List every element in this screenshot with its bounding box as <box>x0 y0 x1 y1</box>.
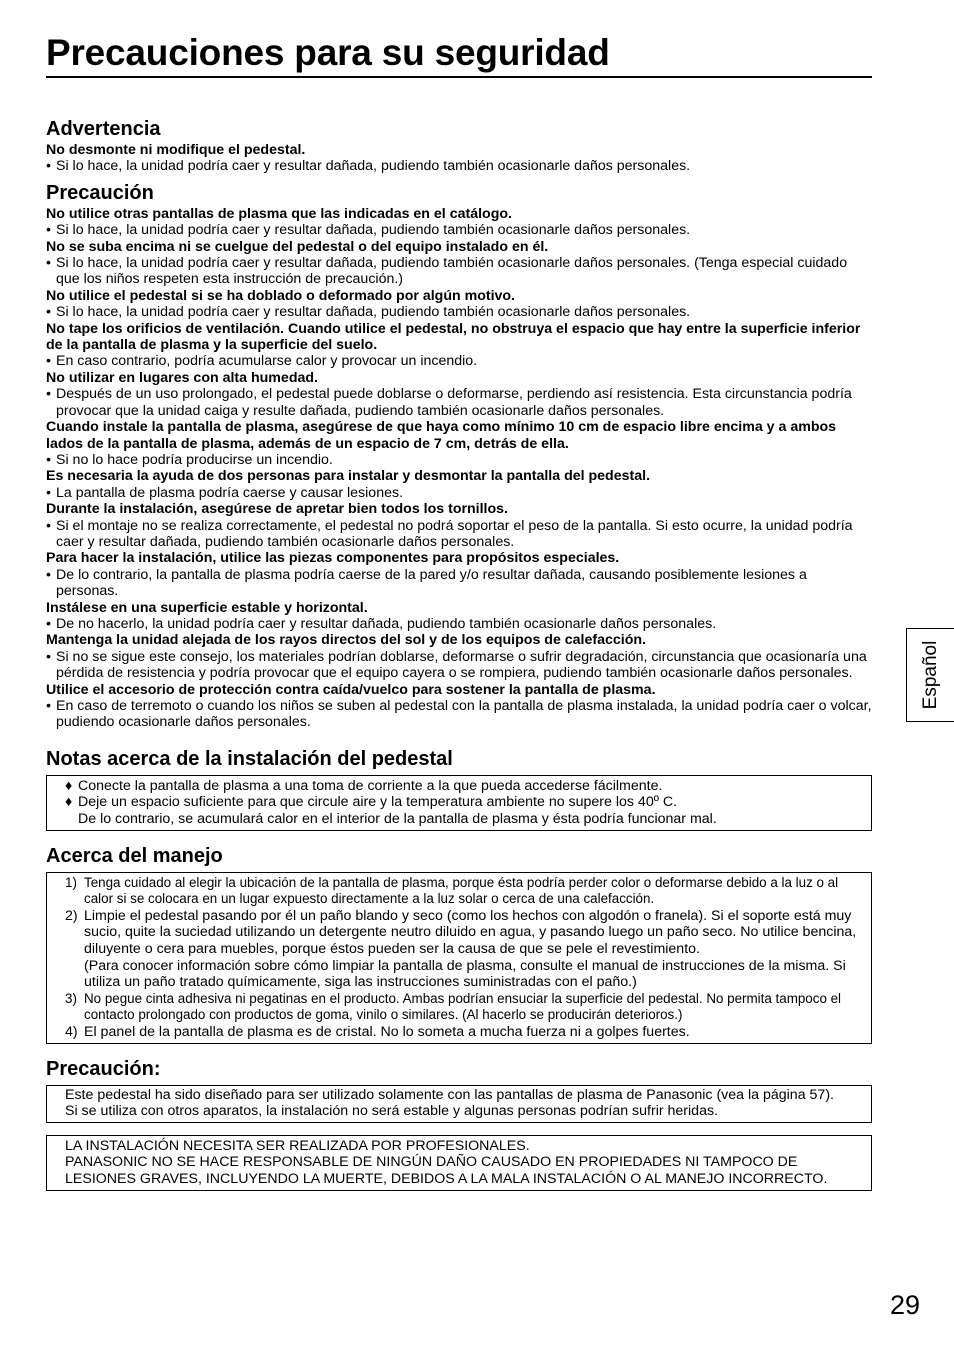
precaution-item <box>46 682 872 731</box>
manejo-item-note: (Para conocer información sobre cómo limpiar la pantalla de plasma, consulte el manual de instrucciones de la misma. Si utiliza un paño tratado químicamente, siga las instrucciones suministradas con el paño.) <box>84 957 846 991</box>
precaution-lead: No utilizar en lugares con alta humedad. <box>46 369 318 386</box>
precaution-list <box>46 206 872 731</box>
manejo-item: 2) Limpie el pedestal pasando por él un paño blando y seco (como los hechos con algodón o franela). Si el soporte está muy sucio, quite la suciedad utilizando un detergente neutro diluido en agua, y pasando luego un paño seco. No utilice bencina, diluyente o cera para muebles, porque éstos pueden ser la causa de que se pele el revestimiento. <box>65 907 857 957</box>
precaution-lead: Utilice el accesorio de protección contra caída/vuelco para sostener la pantalla de plasma. <box>46 681 656 698</box>
notas-box <box>46 775 872 831</box>
manejo-item: 1) Tenga cuidado al elegir la ubicación de la pantalla de plasma, porque ésta podría perder color o deformarse debido a la luz o al calor si se colocara en un lugar expuesto directamente a la luz solar o cerca de una calefacción. <box>65 874 839 907</box>
advertencia-section <box>46 116 872 175</box>
precaution-lead: No utilice otras pantallas de plasma que las indicadas en el catálogo. <box>46 205 512 222</box>
diamond-bullet-icon: ♦ <box>65 794 73 811</box>
manejo-heading: Acerca del manejo <box>46 844 223 867</box>
diamond-bullet-icon: ♦ <box>65 777 73 794</box>
precaution-lead: Es necesaria la ayuda de dos personas para instalar y desmontar la pantalla del pedestal. <box>46 468 651 485</box>
precaution-item <box>46 288 872 321</box>
precaution-item <box>46 239 872 288</box>
precaution-item <box>46 321 872 370</box>
precaution-item <box>46 501 872 550</box>
precaution-lead: No utilice el pedestal si se ha doblado o deformado por algún motivo. <box>46 287 516 304</box>
precaucion-section <box>46 180 872 731</box>
precaution-bullet: • Si lo hace, la unidad podría caer y resultar dañada, pudiendo también ocasionarle daños personales. <box>46 304 691 321</box>
precaution-bullet: • De no hacerlo, la unidad podría caer y resultar dañada, pudiendo también ocasionarle daños personales. <box>46 615 717 632</box>
precaution-bullet: • Después de un uso prolongado, el pedestal puede doblarse o deformarse, perdiendo así resistencia. Esta circunstancia podría provocar que la unidad caiga y resulte dañada, pudiendo también ocasionarle daños personales. <box>46 386 852 419</box>
warning-bullet: • Si lo hace, la unidad podría caer y resultar dañada, pudiendo también ocasionarle daños personales. <box>46 158 691 175</box>
note-item: ♦ Deje un espacio suficiente para que circule aire y la temperatura ambiente no supere los 40º C. <box>65 794 678 811</box>
precaucion2-section <box>46 1056 872 1123</box>
precaution-item <box>46 419 872 468</box>
note-item: ♦ Conecte la pantalla de plasma a una toma de corriente a la que pueda accederse fácilmente. <box>65 777 663 794</box>
precaucion2-box <box>46 1085 872 1123</box>
precaution-lead: Durante la instalación, asegúrese de apretar bien todos los tornillos. <box>46 501 509 518</box>
advertencia-heading: Advertencia <box>46 118 161 140</box>
precaution-lead: No tape los orificios de ventilación. Cuando utilice el pedestal, no obstruya el espacio que hay entre la superficie inferior de la pantalla de plasma y la superficie del suelo. <box>46 320 861 354</box>
precaution-item <box>46 600 872 633</box>
warning-item <box>46 142 872 175</box>
aviso-line: LA INSTALACIÓN NECESITA SER REALIZADA POR PROFESIONALES. <box>65 1137 530 1154</box>
precaution-item <box>46 206 872 239</box>
aviso-box <box>46 1135 872 1191</box>
precaution-bullet: • Si no lo hace podría producirse un incendio. <box>46 451 333 468</box>
precaution-item <box>46 468 872 501</box>
page-title: Precauciones para su seguridad <box>46 30 872 78</box>
precaucion2-heading: Precaución: <box>46 1057 161 1080</box>
aviso-line: PANASONIC NO SE HACE RESPONSABLE DE NINGÚN DAÑO CAUSADO EN PROPIEDADES NI TAMPOCO DE LESIONES GRAVES, INCLUYENDO LA MUERTE, DEBIDOS A LA MALA INSTALACIÓN O AL MANEJO INCORRECTO. <box>65 1154 828 1187</box>
precaution-bullet: • Si lo hace, la unidad podría caer y resultar dañada, pudiendo también ocasionarle daños personales. <box>46 222 691 239</box>
precaution-lead: No se suba encima ni se cuelgue del pedestal o del equipo instalado en él. <box>46 238 549 255</box>
precaution-bullet: • Si lo hace, la unidad podría caer y resultar dañada, pudiendo también ocasionarle daños personales. (Tenga especial cuidado que los niños respeten esta instrucción de precaución.) <box>46 255 848 288</box>
precaution-item <box>46 632 872 681</box>
manejo-item: 4) El panel de la pantalla de plasma es de cristal. No lo someta a mucha fuerza ni a golpes fuertes. <box>65 1023 690 1040</box>
manejo-section <box>46 843 872 1044</box>
precaution-bullet: • Si el montaje no se realiza correctamente, el pedestal no podrá soportar el peso de la pantalla. Si esto ocurre, la unidad podría caer y resultar dañada, pudiendo también ocasionarle daños personales. <box>46 517 853 550</box>
precaucion2-text: Este pedestal ha sido diseñado para ser utilizado solamente con las pantallas de plasma de Panasonic (vea la página 57). <box>65 1086 834 1103</box>
precaution-lead: Instálese en una superficie estable y horizontal. <box>46 599 368 616</box>
manejo-box <box>46 872 872 1044</box>
precaution-bullet: • En caso contrario, podría acumularse calor y provocar un incendio. <box>46 353 478 370</box>
language-tab-label: Español <box>919 640 941 710</box>
precaution-item <box>46 370 872 419</box>
precaution-lead: Mantenga la unidad alejada de los rayos directos del sol y de los equipos de calefacción. <box>46 632 646 649</box>
precaucion-heading: Precaución <box>46 181 154 204</box>
precaucion2-text: Si se utiliza con otros aparatos, la instalación no será estable y algunas personas podrían sufrir heridas. <box>65 1103 718 1120</box>
note-continuation: De lo contrario, se acumulará calor en el interior de la pantalla de plasma y ésta podría funcionar mal. <box>78 811 717 827</box>
content <box>46 116 872 1191</box>
warning-lead: No desmonte ni modifique el pedestal. <box>46 142 306 158</box>
precaution-item <box>46 550 872 599</box>
precaution-lead: Cuando instale la pantalla de plasma, asegúrese de que haya como mínimo 10 cm de espacio libre encima y a ambos lados de la pantalla de plasma, además de un espacio de 7 cm, detrás de ella. <box>46 419 837 452</box>
manejo-item: 3) No pegue cinta adhesiva ni pegatinas en el producto. Ambas podrían ensuciar la superficie del pedestal. No permita tampoco el contacto prolongado con productos de goma, vinilo o similares. (Al hacerlo se producirán deterioros.) <box>65 990 842 1023</box>
notas-section <box>46 746 872 831</box>
precaution-bullet: • De lo contrario, la pantalla de plasma podría caerse de la pared y/o resultar dañada, causando posiblemente lesiones a personas. <box>46 566 807 600</box>
precaution-bullet: • Si no se sigue este consejo, los materiales podrían doblarse, deformarse o sufrir degradación, circunstancia que ocasionaría una pérdida de resistencia y podría provocar que el equipo cayera o se rompiera, pudiendo también ocasionarle daños personales. <box>46 648 867 682</box>
page-number: 29 <box>890 1290 921 1320</box>
precaution-bullet: • La pantalla de plasma podría caerse y causar lesiones. <box>46 484 404 501</box>
precaution-lead: Para hacer la instalación, utilice las piezas componentes para propósitos especiales. <box>46 550 620 567</box>
notas-heading: Notas acerca de la instalación del pedestal <box>46 747 453 770</box>
language-tab <box>906 628 954 722</box>
precaution-bullet: • En caso de terremoto o cuando los niños se suben al pedestal con la pantalla de plasma instalada, la unidad podría caer o volcar, pudiendo ocasionarle daños personales. <box>46 698 872 731</box>
